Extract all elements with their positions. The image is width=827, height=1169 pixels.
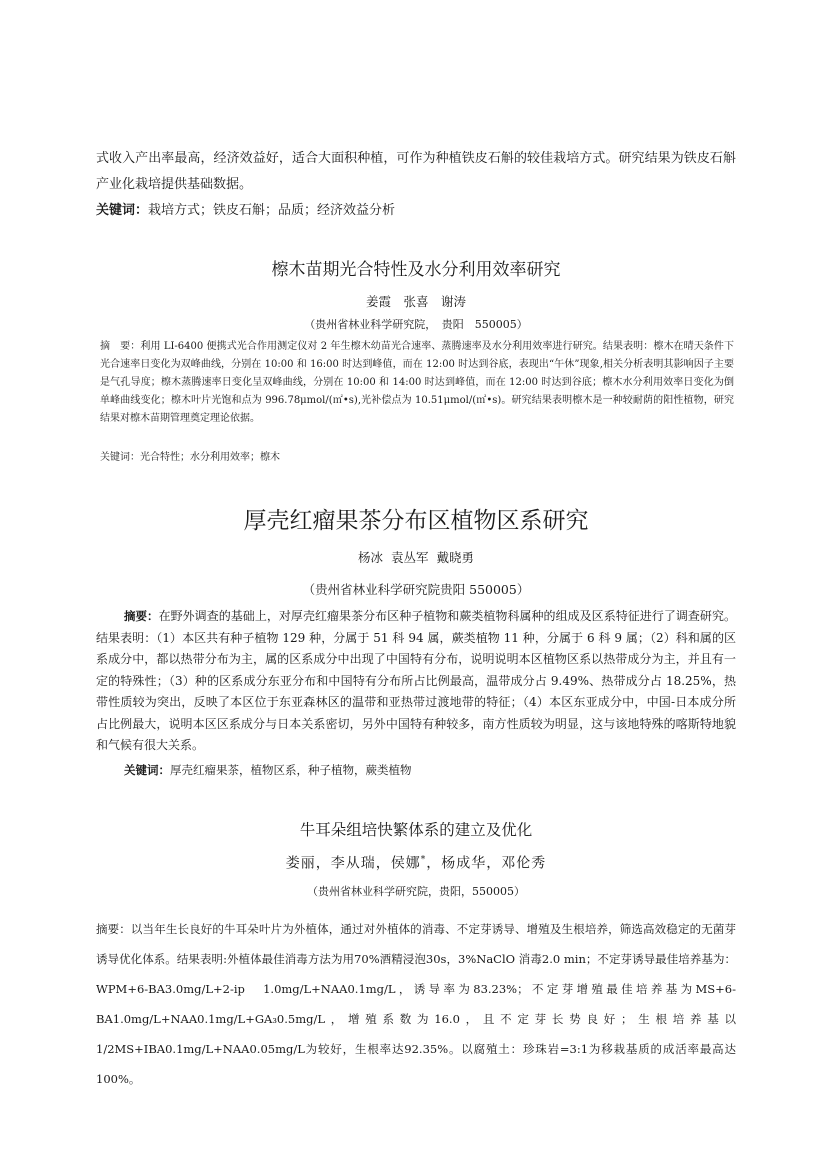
keywords-label: 关键词： <box>124 763 170 777</box>
keywords-label: 关键词： <box>96 203 149 218</box>
article-title: 厚壳红瘤果茶分布区植物区系研究 <box>243 508 589 534</box>
article-abstract: 摘 要：利用 LI-6400 便携式光合作用测定仪对 2 年生檫木幼苗光合速率、蒸腾速率及水分利用效率进行研究。结果表明：檫木在晴天条件下光合速率日变化为双峰曲线，分别在 10:00 和 16:00 时达到峰值，而在 12:00 时达到谷底，表现出“午休”现象,相关分析表明其影响因子主要是气孔导度；檫木蒸腾速率日变化呈双峰曲线，分别在 10:00 和 14:00 时达到峰值，而在 12:00 时达到谷底；檫木水分利用效率日变化为倒单峰曲线变化；檫木叶片光饱和点为 996.78μmol/(㎡•s),光补偿点为 10.51μmol/(㎡•s)。研究结果表明檫木是一种较耐荫的阳性植物，研究结果对檫木苗期管理奠定理论依据。 <box>100 341 734 424</box>
abstract-label: 摘要： <box>124 609 159 623</box>
article-affiliation: （贵州省林业科学研究院，贵阳，550005） <box>307 885 525 898</box>
article-keywords <box>124 760 736 780</box>
keywords-text: 厚壳红瘤果茶，植物区系，种子植物，蕨类植物 <box>170 763 412 777</box>
author-name: 袁丛军 <box>390 550 429 565</box>
article-abstract <box>96 606 736 757</box>
keywords-text: 栽培方式；铁皮石斛；品质；经济效益分析 <box>148 203 396 218</box>
article-keywords: 关键词：光合特性；水分利用效率；檫木 <box>100 452 280 463</box>
article-title: 牛耳朵组培快繁体系的建立及优化 <box>299 821 533 839</box>
previous-abstract-tail: 式收入产出率最高，经济效益好，适合大面积种植，可作为种植铁皮石斛的较佳栽培方式。研究结果为铁皮石斛产业化栽培提供基础数据。 <box>96 151 736 192</box>
article-affiliation: （贵州省林业科学研究院， 贵阳 550005） <box>304 318 528 331</box>
previous-keywords <box>96 200 736 222</box>
article-abstract: 摘要：以当年生长良好的牛耳朵叶片为外植体，通过对外植体的消毒、不定芽诱导、增殖及生根培养，筛选高效稳定的无菌芽诱导优化体系。结果表明:外植体最佳消毒方法为用70%酒精浸泡30s，3%NaClO 消毒2.0 min；不定芽诱导最佳培养基为：WPM+6-BA3.0mg/L+2-ip 1.0mg/L+NAA0.1mg/L，诱导率为83.23%；不定芽增殖最佳培养基为MS+6-BA1.0mg/L+NAA0.1mg/L+GA₃0.5mg/L，增殖系数为16.0，且不定芽长势良好；生根培养基以1/2MS+IBA0.1mg/L+NAA0.05mg/L为较好，生根率达92.35%。以腐殖土：珍珠岩=3:1为移栽基质的成活率最高达100%。 <box>96 922 736 1086</box>
article-title: 檫木苗期光合特性及水分利用效率研究 <box>271 260 561 280</box>
authors-part: ，杨成华，邓伦秀 <box>426 855 547 872</box>
article-affiliation: （贵州省林业科学研究院贵阳 550005） <box>302 582 530 597</box>
author-name: 戴晓勇 <box>436 550 475 565</box>
article-authors <box>96 548 736 568</box>
corresponding-author-mark: * <box>420 855 427 865</box>
authors-part: 娄丽，李从瑞，侯娜 <box>285 855 421 872</box>
abstract-text: 在野外调查的基础上，对厚壳红瘤果茶分布区种子植物和蕨类植物科属种的组成及区系特征进行了调查研究。结果表明：（1）本区共有种子植物 129 种，分属于 51 科 94 属，蕨类植物 11 种，分属于 6 科 9 属；（2）科和属的区系成分中，都以热带分布为主，属的区系成分中出现了中国特有分布，说明说明本区植物区系以热带成分为主，并且有一定的特殊性；（3）种的区系成分东亚分布和中国特有分布所占比例最高，温带成分占 9.49%、热带成分占 18.25%，热带性质较为突出，反映了本区位于东亚森林区的温带和亚热带过渡地带的特征；（4）本区东亚成分中，中国-日本成分所占比例最大，说明本区区系成分与日本关系密切，另外中国特有种较多，南方性质较为明显，这与该地特殊的喀斯特地貌和气候有很大关系。 <box>96 609 736 752</box>
article-authors: 姜霞 张喜 谢涛 <box>365 294 466 309</box>
author-name: 杨冰 <box>357 550 383 565</box>
article-authors <box>96 848 736 876</box>
